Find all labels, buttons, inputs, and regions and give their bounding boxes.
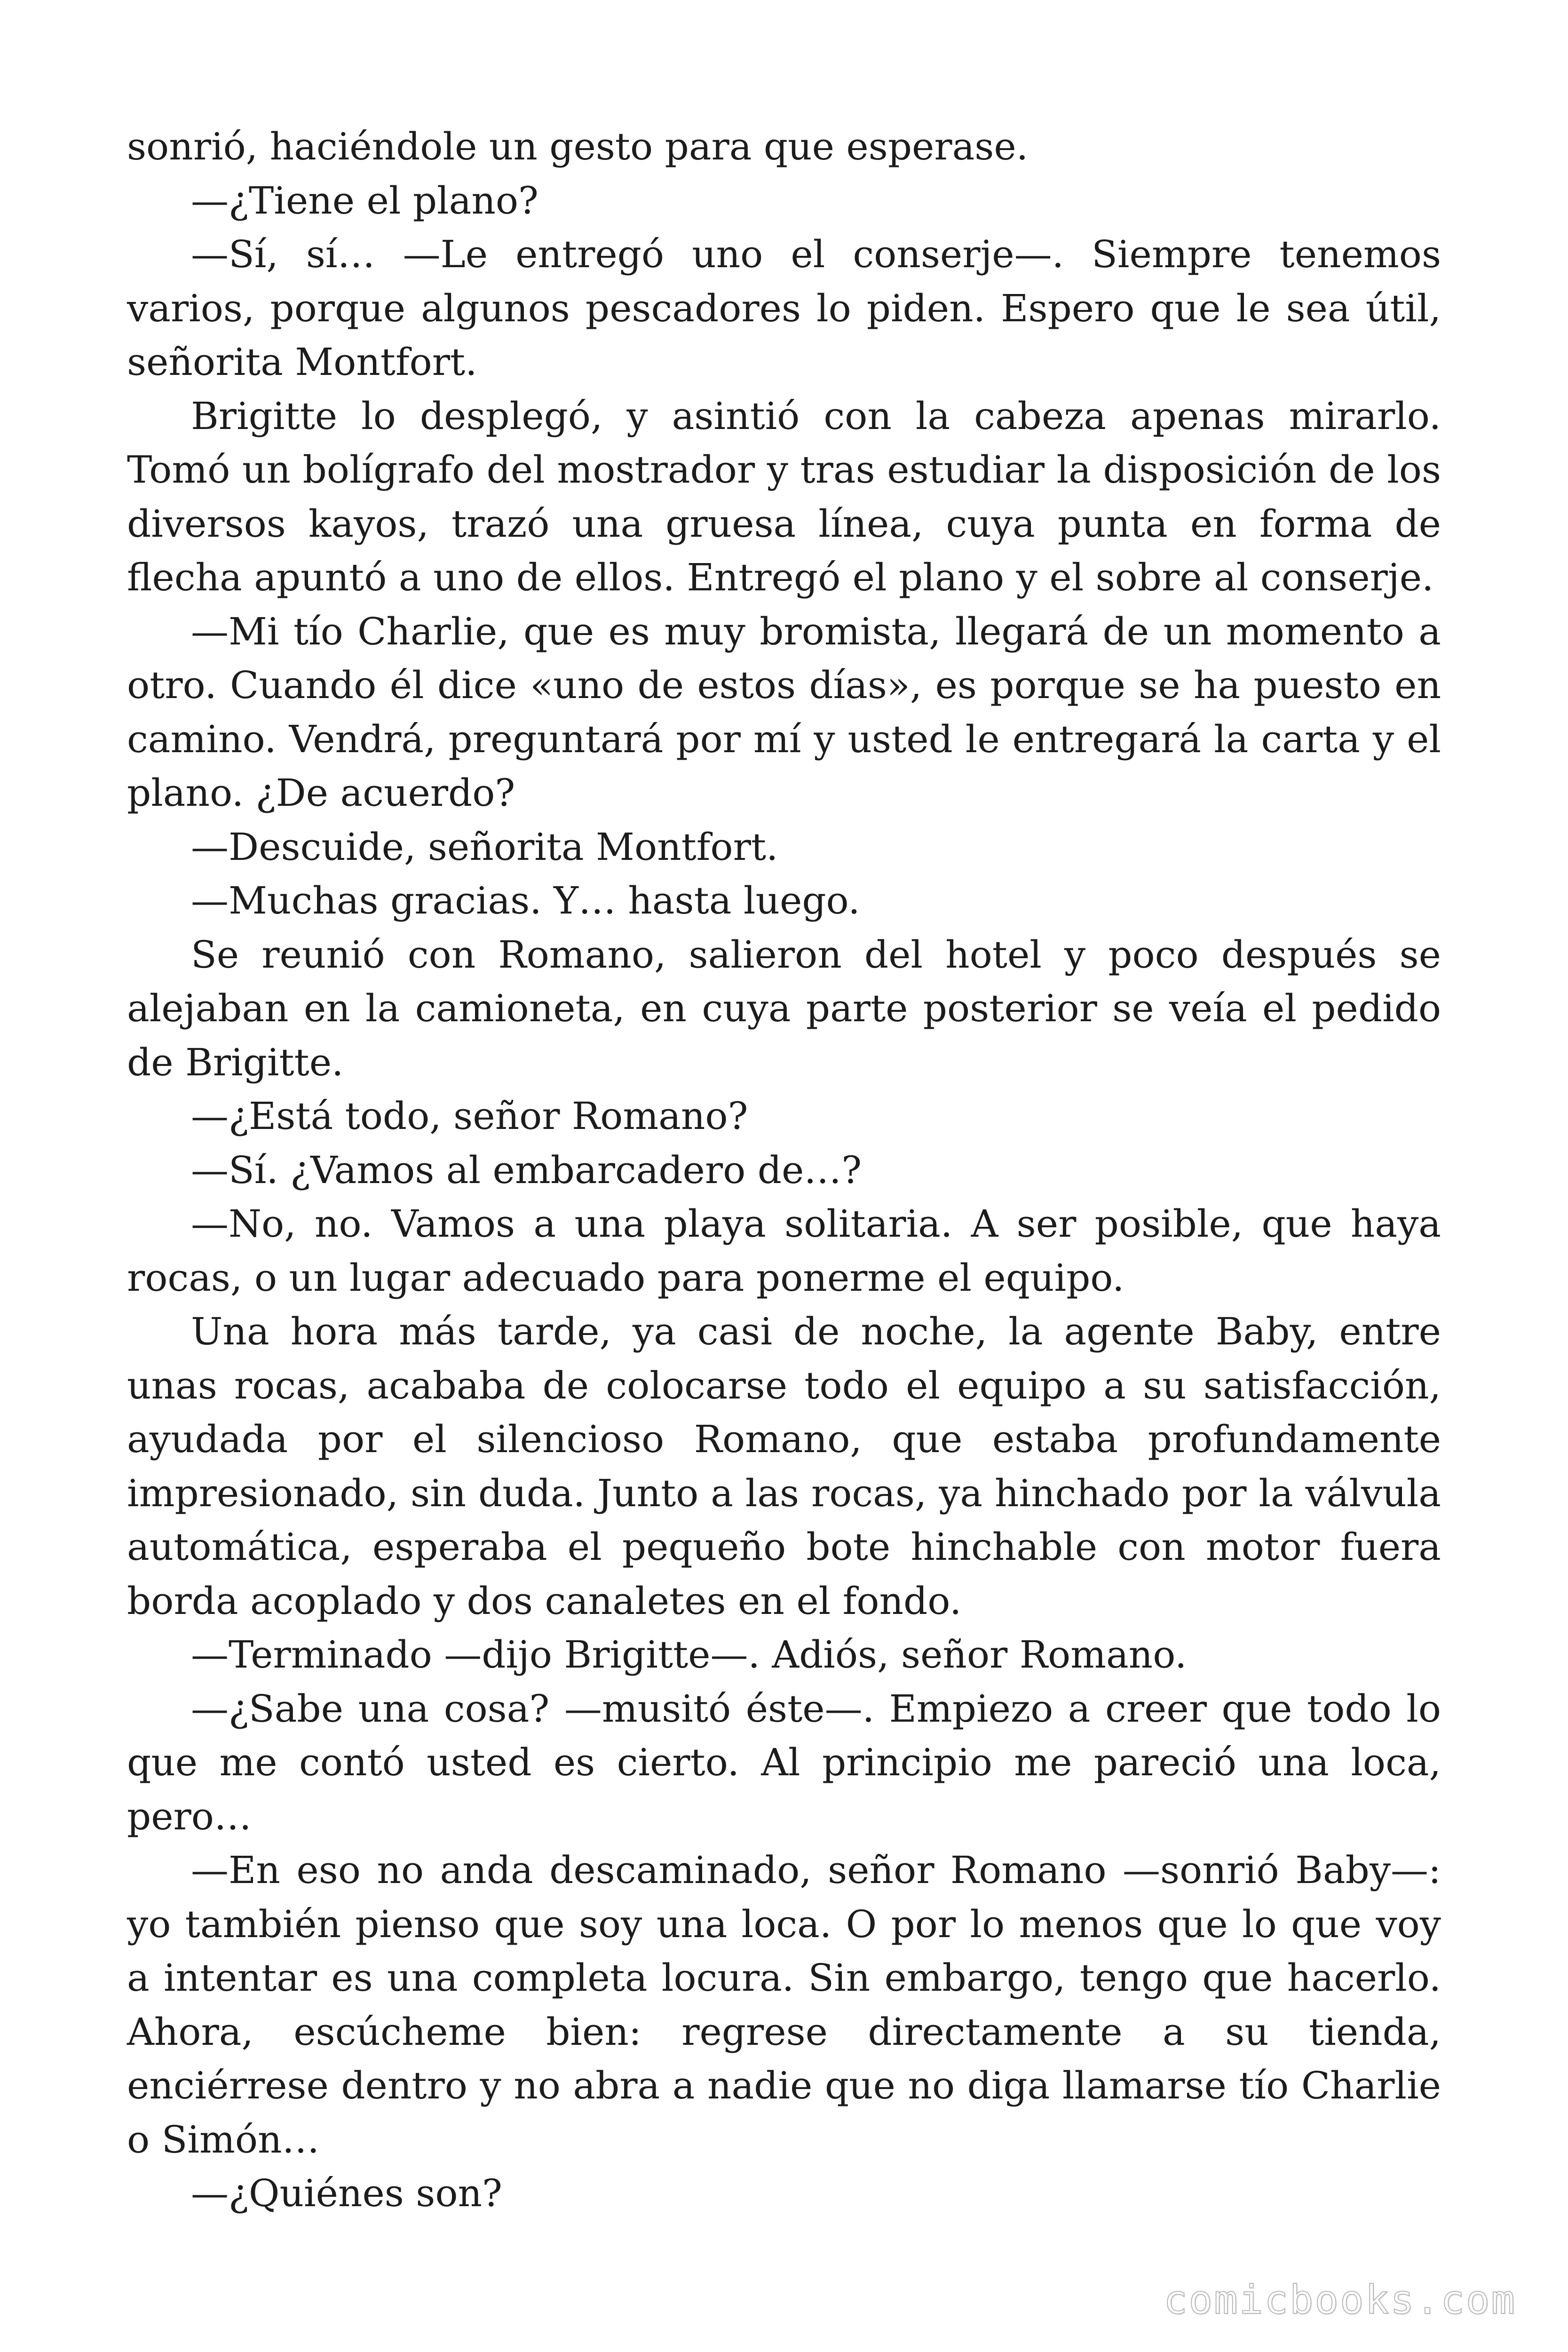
watermark: comicbooks.com bbox=[1163, 2277, 1516, 2323]
paragraph: —¿Está todo, señor Romano? bbox=[191, 1094, 748, 1138]
paragraph: Se reunió con Romano, salieron del hotel y poco después se alejaban en la camioneta, en cuya parte posterior se veía el pedido de Brigitte. bbox=[127, 932, 1441, 1084]
paragraph: —Terminado —dijo Brigitte—. Adiós, señor Romano. bbox=[191, 1633, 1187, 1677]
paragraph: sonrió, haciéndole un gesto para que esperase. bbox=[127, 125, 1029, 168]
paragraph: —¿Tiene el plano? bbox=[191, 178, 539, 222]
paragraph: —¿Quiénes son? bbox=[191, 2171, 502, 2215]
paragraph: —No, no. Vamos a una playa solitaria. A ser posible, que haya rocas, o un lugar adecuado para ponerme el equipo. bbox=[127, 1202, 1441, 1300]
paragraph: —Sí, sí… —Le entregó uno el conserje—. Siempre tenemos varios, porque algunos pescadores lo piden. Espero que le sea útil, señorita Montfort. bbox=[127, 232, 1441, 384]
paragraph: —Descuide, señorita Montfort. bbox=[191, 825, 778, 869]
paragraph: —Sí. ¿Vamos al embarcadero de…? bbox=[191, 1148, 862, 1192]
paragraph: Una hora más tarde, ya casi de noche, la agente Baby, entre unas rocas, acababa de colocarse todo el equipo a su satisfacción, ayudada por el silencioso Romano, que estaba profundamente impresionado, sin duda. Junto a las rocas, ya hinchado por la válvula automática, esperaba el pequeño bote hinchable con motor fuera borda acoplado y dos canaletes en el fondo. bbox=[127, 1310, 1441, 1623]
body-text bbox=[127, 120, 1441, 2221]
paragraph: Brigitte lo desplegó, y asintió con la cabeza apenas mirarlo. Tomó un bolígrafo del mostrador y tras estudiar la disposición de los diversos kayos, trazó una gruesa línea, cuya punta en forma de flecha apuntó a uno de ellos. Entregó el plano y el sobre al conserje. bbox=[127, 394, 1441, 599]
paragraph: —En eso no anda descaminado, señor Romano —sonrió Baby—: yo también pienso que soy una loca. O por lo menos que lo que voy a intentar es una completa locura. Sin embargo, tengo que hacerlo. Ahora, escúcheme bien: regrese directamente a su tienda, enciérrese dentro y no abra a nadie que no diga llamarse tío Charlie o Simón… bbox=[127, 1848, 1441, 2161]
paragraph: —Mi tío Charlie, que es muy bromista, llegará de un momento a otro. Cuando él dice «uno de estos días», es porque se ha puesto en camino. Vendrá, preguntará por mí y usted le entregará la carta y el plano. ¿De acuerdo? bbox=[127, 609, 1441, 815]
paragraph: —¿Sabe una cosa? —musitó éste—. Empiezo a creer que todo lo que me contó usted es cierto. Al principio me pareció una loca, pero… bbox=[127, 1686, 1441, 1838]
paragraph: —Muchas gracias. Y… hasta luego. bbox=[191, 879, 860, 922]
